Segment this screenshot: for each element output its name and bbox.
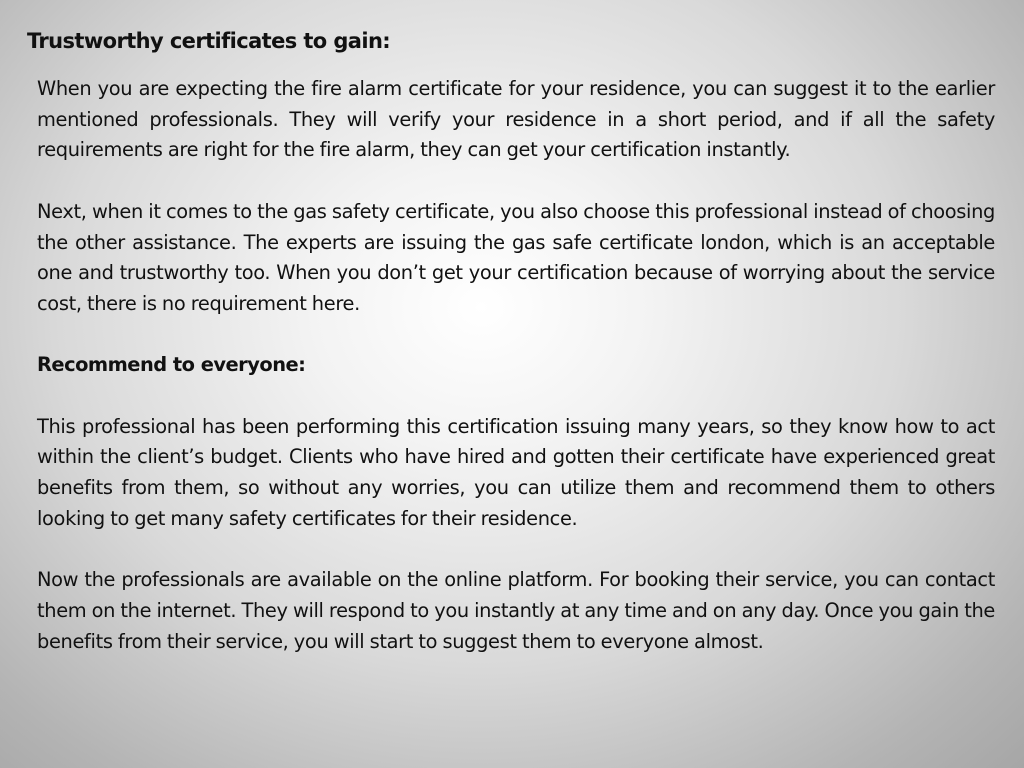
slide-title: Trustworthy certificates to gain: (27, 29, 391, 53)
paragraph-fire-alarm: When you are expecting the fire alarm certificate for your residence, you can suggest it to the earlier mentioned professionals. They will verify your residence in a short period, and if all the safety requirements are right for the fire alarm, they can get your certification instantly. (37, 77, 995, 162)
paragraph-budget: This professional has been performing this certification issuing many years, so they know how to act within the client’s budget. Clients who have hired and gotten their certificate have experienced great benefits from them, so without any worries, you can utilize them and recommend them to others looking to get many safety certificates for their residence. (37, 414, 995, 530)
paragraph-online-booking: Now the professionals are available on the online platform. For booking their service, you can contact them on the internet. They will respond to you instantly at any time and on any day. Once you gain the benefits from their service, you will start to suggest them to everyone almost. (37, 568, 995, 653)
paragraph-gas-safety: Next, when it comes to the gas safety certificate, you also choose this professional instead of choosing the other assistance. The experts are issuing the gas safe certificate london, which is an acceptable one and trustworthy too. When you don’t get your certification because of worrying about the service cost, there is no requirement here. (37, 199, 995, 315)
section-heading-recommend: Recommend to everyone: (37, 353, 306, 377)
slide-content (37, 74, 995, 657)
